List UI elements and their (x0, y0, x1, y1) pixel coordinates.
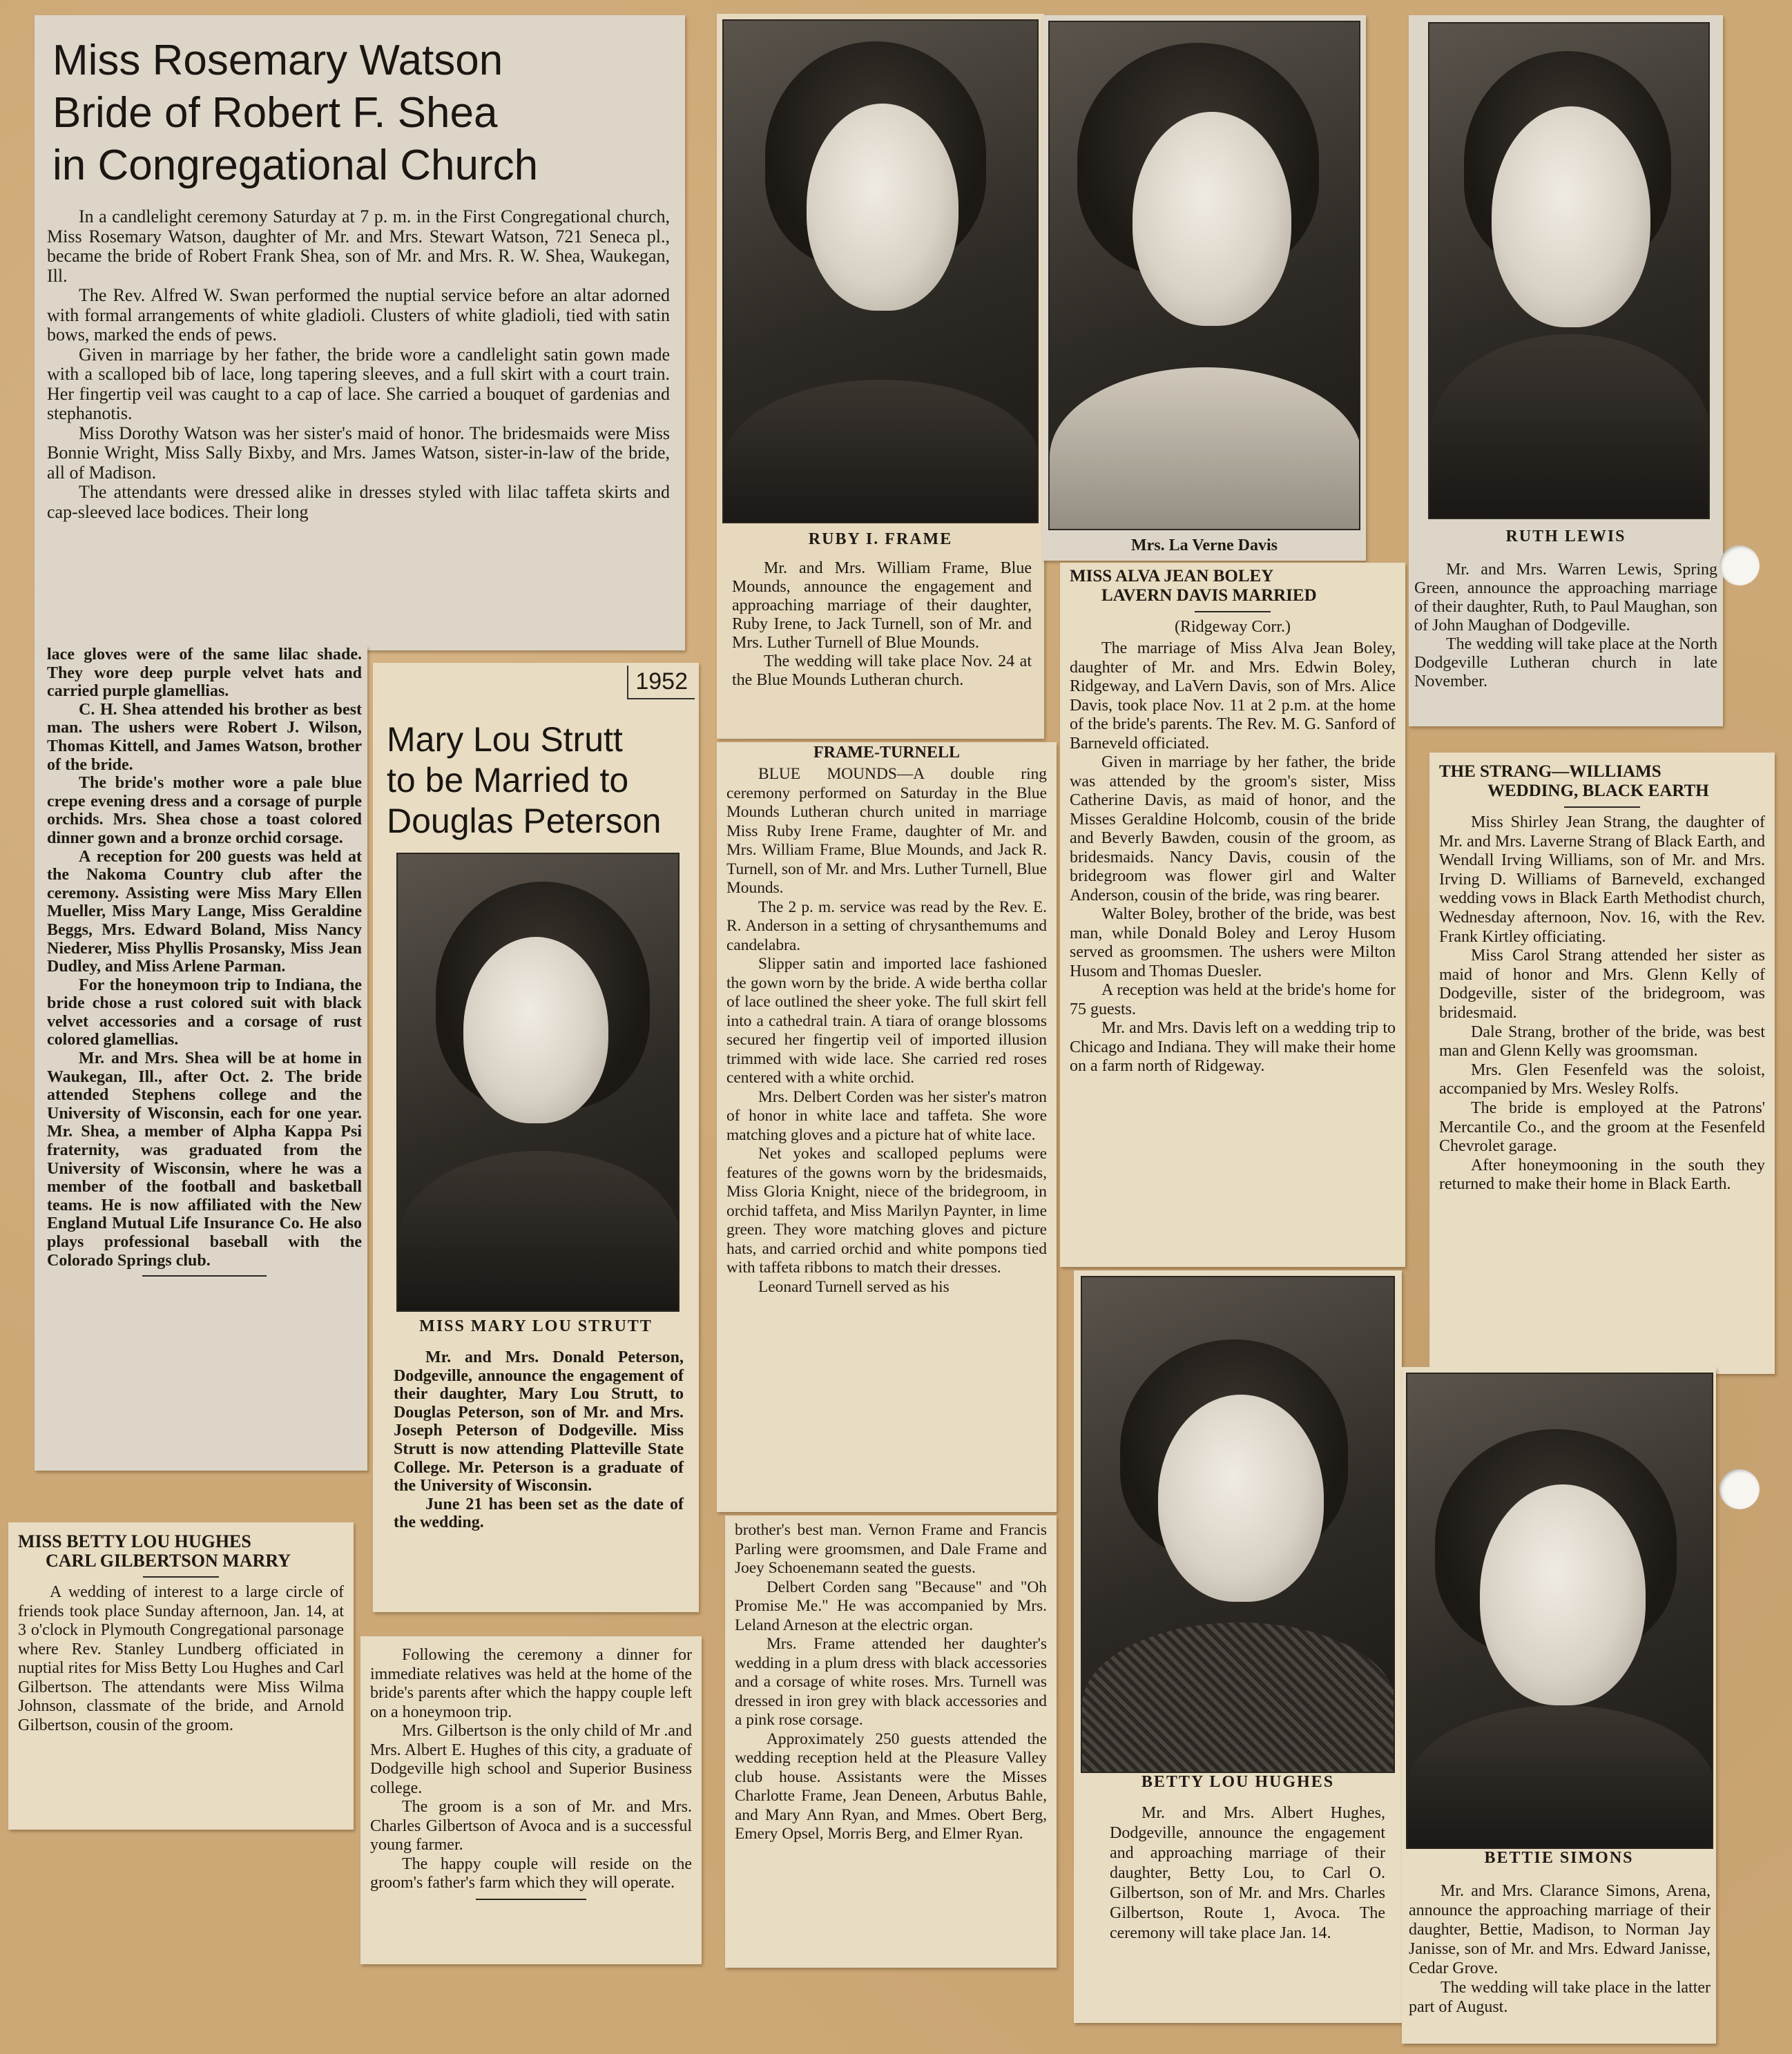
paragraph: Given in marriage by her father, the bride was attended by the groom's sister, Miss Catherine Davis, as maid of honor, and the Misses Geraldine Holcomb, cousin of the bride and Beverly Bawden, cousin of the groom, as bridesmaids. Nancy Davis, cousin of the bridegroom was flower girl and Walter Anderson, cousin of the bride, was ring bearer. (1070, 753, 1396, 904)
frame-turnell-body-2 (735, 1521, 1047, 1844)
frame-turnell-headline: FRAME-TURNELL (813, 744, 960, 762)
paragraph: brother's best man. Vernon Frame and Francis Parling were groomsmen, and Dale Frame and Joey Schoenemann seated the guests. (735, 1521, 1047, 1577)
betty-hughes-portrait (1081, 1276, 1395, 1773)
paragraph: Mr. and Mrs. Clarance Simons, Arena, announce the approaching marriage of their daughter, Bettie, Madison, to Norman Jay Janisse, son of Mr. and Mrs. Edward Janisse, Cedar Grove. (1409, 1882, 1711, 1977)
headline-line: to be Married to (387, 761, 629, 800)
paragraph: Mr. and Mrs. Donald Peterson, Dodgeville, announce the engagement of their daughter, Mary Lou Strutt, to Douglas Peterson, son of Mr. and Mrs. Joseph Peterson of Dodgeville. Miss Strutt is now attending Platteville State College. Mr. Peterson is a graduate of the University of Wisconsin. (394, 1348, 684, 1495)
hughes-headline (18, 1532, 344, 1571)
frame-body (732, 559, 1032, 690)
lewis-caption: RUTH LEWIS (1505, 527, 1626, 545)
paragraph: The attendants were dressed alike in dresses styled with lilac taffeta skirts and cap-sleeved lace bodices. Their long (47, 482, 670, 522)
hughes-body (18, 1583, 344, 1735)
paragraph: Delbert Corden sang "Because" and "Oh Promise Me." He was accompanied by Mrs. Leland Arneson at the electric organ. (735, 1578, 1047, 1634)
paragraph: Miss Shirley Jean Strang, the daughter of Mr. and Mrs. Laverne Strang of Black Earth, and Wendall Irving Williams, son of Mr. and Mrs. Irving D. Williams of Barneveld, exchanged wedding vows in Black Earth Methodist church, Wednesday afternoon, Nov. 16, with the Rev. Frank Kirtley officiating. (1439, 813, 1765, 946)
paragraph: In a candlelight ceremony Saturday at 7 p. m. in the First Congregational church, Miss Rosemary Watson, daughter of Mr. and Mrs. Stewart Watson, 721 Seneca pl., became the bride of Robert Frank Shea, son of Mr. and Mrs. R. W. Shea, Waukegan, Ill. (47, 206, 670, 286)
paragraph: After honeymooning in the south they returned to make their home in Black Earth. (1439, 1156, 1765, 1194)
byline: (Ridgeway Corr.) (1175, 618, 1291, 636)
watson-headline (52, 35, 670, 192)
boley-davis-headline (1070, 567, 1396, 605)
strang-headline (1439, 762, 1765, 801)
strutt-body (394, 1348, 684, 1532)
paragraph: Mrs. Frame attended her daughter's wedding in a plum dress with black accessories and a corsage of white roses. Mrs. Turnell was dressed in iron grey with black accessories and a pink rose corsage. (735, 1635, 1047, 1729)
paragraph: Mrs. Gilbertson is the only child of Mr .and Mrs. Albert E. Hughes of this city, a graduate of Dodgeville high school and Superior Business college. (370, 1722, 692, 1797)
divider (1195, 611, 1271, 612)
boley-davis-clipping (1060, 563, 1405, 1267)
frame-turnell-clipping (717, 742, 1057, 1512)
paragraph: Mr. and Mrs. Albert Hughes, Dodgeville, announce the engagement and approaching marriage of their daughter, Betty Lou, to Carl O. Gilbertson, son of Mr. and Mrs. Charles Gilbertson, Route 1, Avoca. The ceremony will take place Jan. 14. (1110, 1804, 1385, 1942)
divider (1564, 806, 1640, 808)
headline-line: in Congregational Church (52, 142, 539, 189)
headline-line: Bride of Robert F. Shea (52, 89, 498, 137)
paragraph: Mr. and Mrs. Shea will be at home in Waukegan, Ill., after Oct. 2. The bride attended Stephens college and the University of Wisconsin, each for one year. Mr. Shea, a member of Alpha Kappa Psi fraternity, was graduated from the University of Wisconsin, where he was a member of the football and basketball teams. He is now affiliated with the New England Mutual Life Insurance Co. He also plays professional baseball with the Colorado Springs club. (47, 1049, 362, 1270)
paragraph: The bride's mother wore a pale blue crepe evening dress and a corsage of purple orchids. Mrs. Shea chose a toast colored dinner gown and a bronze orchid corsage. (47, 774, 362, 847)
paragraph: Mr. and Mrs. Davis left on a wedding trip to Chicago and Indiana. They will make their home on a farm north of Ridgeway. (1070, 1019, 1396, 1075)
lewis-clipping (1409, 15, 1723, 726)
simons-clipping (1402, 1367, 1716, 2044)
strang-body (1439, 813, 1765, 1194)
headline-line: CARL GILBERTSON MARRY (46, 1551, 291, 1571)
lewis-body (1414, 561, 1717, 691)
paragraph: Walter Boley, brother of the bride, was best man, while Donald Boley and Leroy Husom served as groomsmen. The ushers were Milton Husom and Thomas Duesler. (1070, 905, 1396, 980)
paragraph: A reception was held at the bride's home for 75 guests. (1070, 981, 1396, 1018)
simons-caption: BETTIE SIMONS (1484, 1849, 1634, 1867)
frame-caption: RUBY I. FRAME (808, 530, 953, 548)
divider (476, 1899, 586, 1900)
betty-hughes-body (1110, 1803, 1385, 1944)
paragraph: Miss Dorothy Watson was her sister's maid of honor. The bridesmaids were Miss Bonnie Wright, Miss Sally Bixby, and Mrs. James Watson, sister-in-law of the bride, all of Madison. (47, 423, 670, 483)
davis-caption: Mrs. La Verne Davis (1131, 536, 1278, 554)
paragraph: The marriage of Miss Alva Jean Boley, daughter of Mr. and Mrs. Edwin Boley, Ridgeway, and LaVern Davis, son of Mrs. Alice Davis, took place Nov. 11 at 2 p.m. at the home of the bride's parents. The Rev. M. G. Sanford of Barneveld officiated. (1070, 639, 1396, 753)
gilbertson-continuation (360, 1636, 702, 1964)
paragraph: Slipper satin and imported lace fashioned the gown worn by the bride. A wide bertha collar of lace outlined the sheer yoke. The full skirt fell into a cathedral train. A tiara of orange blossoms secured her fingertip veil of imported illusion trimmed with wide lace. She carried red roses centered with a white orchid. (726, 955, 1047, 1087)
watson-shea-clipping (35, 15, 685, 650)
binder-hole-bottom (1719, 1469, 1760, 1509)
paragraph: Mrs. Glen Fesenfeld was the soloist, accompanied by Mrs. Wesley Rolfs. (1439, 1060, 1765, 1098)
betty-hughes-caption: BETTY LOU HUGHES (1141, 1773, 1335, 1791)
davis-portrait (1048, 21, 1360, 530)
headline-line: Miss Rosemary Watson (52, 37, 503, 84)
paragraph: Net yokes and scalloped peplums were features of the gowns worn by the bridesmaids, Miss Gloria Knight, niece of the bridegroom, in orchid taffeta, and Miss Marilyn Paynter, in lime green. They wore matching gloves and picture hats, and carried orchid and white pompons tied with taffeta ribbons to match their dresses. (726, 1145, 1047, 1277)
paragraph: A reception for 200 guests was held at the Nakoma Country club after the ceremony. Assisting were Miss Mary Ellen Mueller, Miss Mary Lange, Miss Geraldine Beggs, Mrs. Edward Boland, Miss Nancy Niederer, Miss Phyllis Prosansky, Miss Jean Dudley, and Miss Arlene Parman. (47, 847, 362, 976)
year-label: 1952 (627, 666, 695, 699)
davis-clipping (1043, 15, 1366, 561)
paragraph: Mrs. Delbert Corden was her sister's matron of honor in white lace and taffeta. She wore matching gloves and a picture hat of white lace. (726, 1087, 1047, 1144)
paragraph: The happy couple will reside on the groom's father's farm which they will operate. (370, 1854, 692, 1892)
strutt-clipping (373, 663, 699, 1612)
strutt-caption: MISS MARY LOU STRUTT (419, 1317, 653, 1335)
paragraph: Given in marriage by her father, the bride wore a candlelight satin gown made with a scalloped bib of lace, long tapering sleeves, and a full skirt with a court train. Her fingertip veil was caught to a cap of lace. She carried a bouquet of gardenias and stephanotis. (47, 344, 670, 423)
paragraph: Following the ceremony a dinner for immediate relatives was held at the home of the bride's parents after which the happy couple left on a honeymoon trip. (370, 1646, 692, 1721)
divider (142, 1275, 267, 1277)
headline-line: MISS ALVA JEAN BOLEY (1070, 567, 1274, 585)
strutt-portrait (396, 853, 680, 1312)
paragraph: The wedding will take place Nov. 24 at the Blue Mounds Lutheran church. (732, 652, 1032, 689)
paragraph: A wedding of interest to a large circle of friends took place Sunday afternoon, Jan. 14, at 3 o'clock in Plymouth Congregational parsonage where Rev. Stanley Lundberg officiated in nuptial rites for Miss Betty Lou Hughes and Carl Gilbertson. The attendants were Miss Wilma Johnson, classmate of the bride, and Arnold Gilbertson, cousin of the groom. (18, 1583, 344, 1734)
frame-turnell-continuation (725, 1515, 1057, 1968)
paragraph: June 21 has been set as the date of the wedding. (394, 1495, 684, 1532)
frame-turnell-body (726, 765, 1047, 1297)
strang-williams-clipping (1429, 753, 1775, 1374)
frame-portrait (722, 19, 1039, 523)
paragraph: For the honeymoon trip to Indiana, the bride chose a rust colored suit with black velvet accessories and a corsage of rust colored glamellias. (47, 976, 362, 1049)
watson-body-wide (47, 207, 670, 522)
divider (143, 1576, 219, 1578)
paragraph: Mr. and Mrs. Warren Lewis, Spring Green, announce the approaching marriage of their daughter, Ruth, to Paul Maughan, son of John Maughan of Dodgeville. (1414, 561, 1717, 634)
boley-davis-body (1070, 639, 1396, 1076)
paragraph: The bride is employed at the Patrons' Mercantile Co., and the groom at the Fesenfeld Chevrolet garage. (1439, 1098, 1765, 1156)
gilbertson-body (370, 1646, 692, 1893)
paragraph: The wedding will take place in the latter part of August. (1409, 1979, 1711, 2016)
headline-line: Mary Lou Strutt (387, 720, 623, 759)
watson-shea-continuation (35, 646, 367, 1471)
headline-line: THE STRANG—WILLIAMS (1439, 762, 1661, 781)
betty-hughes-clipping (1074, 1270, 1402, 2023)
headline-line: MISS BETTY LOU HUGHES (18, 1531, 251, 1551)
lewis-portrait (1428, 22, 1710, 519)
paragraph: The groom is a son of Mr. and Mrs. Charles Gilbertson of Avoca and is a successful young farmer. (370, 1798, 692, 1854)
headline-line: Douglas Peterson (387, 802, 662, 840)
paragraph: The wedding will take place at the North Dodgeville Lutheran church in late November. (1414, 635, 1717, 690)
paragraph: Miss Carol Strang attended her sister as maid of honor and Mrs. Glenn Kelly of Dodgeville, sister of the bridegroom, was bridesmaid. (1439, 947, 1765, 1022)
paragraph: The Rev. Alfred W. Swan performed the nuptial service before an altar adorned with formal arrangements of white gladioli. Clusters of white gladioli, tied with satin bows, marked the ends of pews. (47, 285, 670, 345)
binder-hole-top (1719, 545, 1760, 585)
paragraph: Dale Strang, brother of the bride, was best man and Glenn Kelly was groomsman. (1439, 1023, 1765, 1060)
hughes-gilbertson-clipping (8, 1522, 354, 1830)
simons-portrait (1406, 1373, 1713, 1849)
headline-line: LAVERN DAVIS MARRIED (1101, 586, 1317, 605)
paragraph: lace gloves were of the same lilac shade. They wore deep purple velvet hats and carried purple glamellias. (47, 646, 362, 701)
frame-clipping (717, 14, 1044, 739)
paragraph: Mr. and Mrs. William Frame, Blue Mounds, announce the engagement and approaching marriage of their daughter, Ruby Irene, to Jack Turnell, son of Mr. and Mrs. Luther Turnell of Blue Mounds. (732, 559, 1032, 652)
paragraph: C. H. Shea attended his brother as best man. The ushers were Robert J. Wilson, Thomas Kittell, and James Watson, brother of the bride. (47, 700, 362, 774)
paragraph: Approximately 250 guests attended the wedding reception held at the Pleasure Valley club house. Assistants were the Misses Charlotte Frame, Jean Deneen, Arbutus Bahle, and Mary Ann Ryan, and Mmes. Obert Berg, Emery Opsel, Morris Berg, and Elmer Ryan. (735, 1730, 1047, 1843)
paragraph: BLUE MOUNDS—A double ring ceremony performed on Saturday in the Blue Mounds Lutheran church united in marriage Miss Ruby Irene Frame, daughter of Mr. and Mrs. William Frame, Blue Mounds, and Jack R. Turnell, son of Mr. and Mrs. Luther Turnell, Blue Mounds. (726, 765, 1047, 897)
paragraph: Leonard Turnell served as his (758, 1277, 950, 1296)
watson-body-narrow (47, 646, 362, 1270)
paragraph: The 2 p. m. service was read by the Rev. E. R. Anderson in a setting of chrysanthemums and candelabra. (726, 898, 1047, 954)
headline-line: WEDDING, BLACK EARTH (1487, 782, 1709, 800)
strutt-headline (387, 719, 685, 842)
simons-body (1409, 1881, 1711, 2017)
